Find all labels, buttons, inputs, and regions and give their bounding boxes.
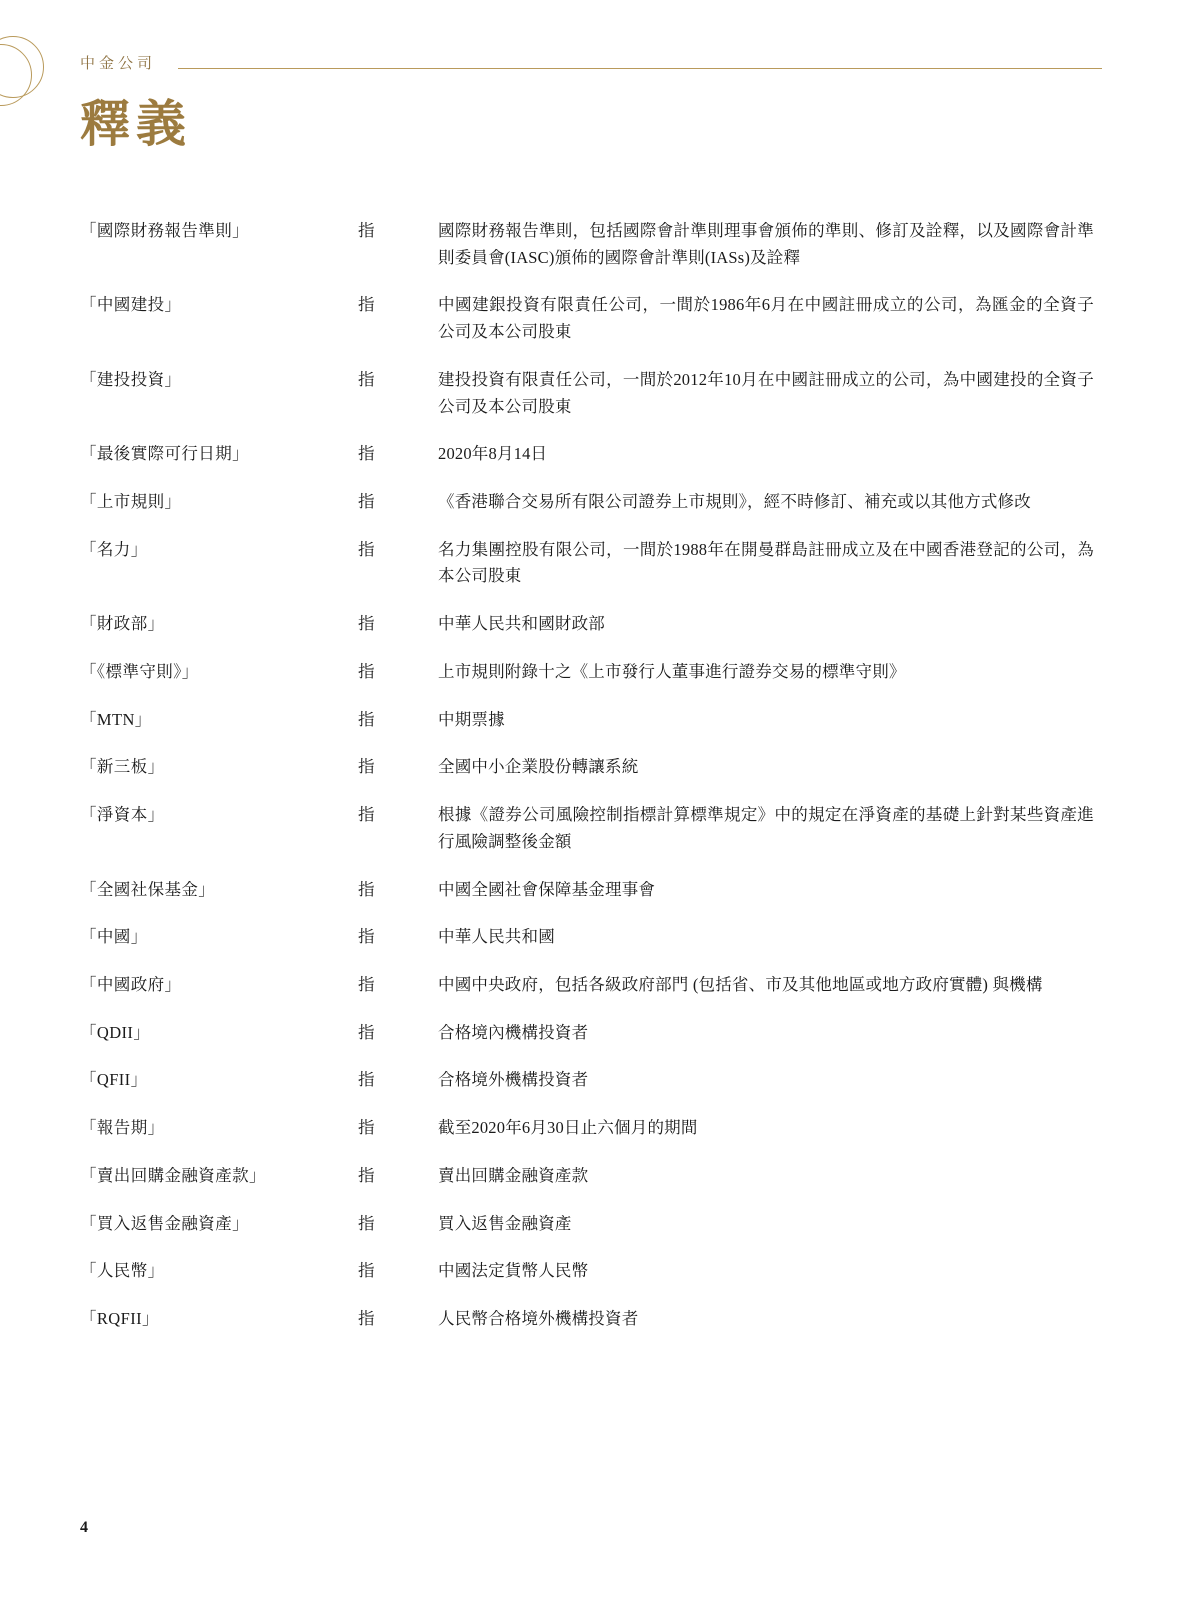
definition-row <box>80 1020 1100 1047</box>
definition-description: 2020年8月14日 <box>438 444 548 464</box>
definition-description: 中華人民共和國財政部 <box>438 614 605 634</box>
definition-row <box>80 1211 1100 1238</box>
definition-description: 建投投資有限責任公司，一間於2012年10月在中國註冊成立的公司，為中國建投的全資子公司及本公司股東 <box>438 369 1094 416</box>
definition-description: 《香港聯合交易所有限公司證券上市規則》，經不時修訂、補充或以其他方式修改 <box>438 492 1031 512</box>
definition-row <box>80 1258 1100 1285</box>
header-divider <box>178 68 1102 69</box>
definition-description: 上市規則附錄十之《上市發行人董事進行證券交易的標準守則》 <box>438 661 906 681</box>
brand-name: 中金公司 <box>80 56 157 72</box>
definition-term: 「QDII」 <box>80 1022 151 1042</box>
definition-means-label: 指 <box>358 879 375 899</box>
page-title: 釋義 <box>80 96 192 152</box>
definition-description: 全國中小企業股份轉讓系統 <box>438 757 639 777</box>
definition-term: 「全國社保基金」 <box>80 879 216 899</box>
definition-means-label: 指 <box>358 1118 375 1138</box>
definition-means-label: 指 <box>358 492 375 512</box>
definition-means-label: 指 <box>358 444 375 464</box>
definition-term: 「最後實際可行日期」 <box>80 444 249 464</box>
definition-term: 「QFII」 <box>80 1070 148 1090</box>
definition-row <box>80 802 1100 855</box>
definition-row <box>80 1067 1100 1094</box>
definition-row <box>80 537 1100 590</box>
definition-row <box>80 1115 1100 1142</box>
page-number: 4 <box>80 1519 88 1536</box>
definition-term: 「國際財務報告準則」 <box>80 221 249 240</box>
definition-description: 買入返售金融資產 <box>438 1213 572 1233</box>
definition-means-label: 指 <box>358 661 375 681</box>
definition-term: 「上市規則」 <box>80 492 182 512</box>
definition-row <box>80 877 1100 904</box>
definition-description: 中國建銀投資有限責任公司，一間於1986年6月在中國註冊成立的公司，為匯金的全資子公司及本公司股東 <box>438 295 1094 342</box>
definition-description: 中國中央政府，包括各級政府部門 (包括省、市及其他地區或地方政府實體) 與機構 <box>438 974 1043 994</box>
definition-means-label: 指 <box>358 757 375 777</box>
definition-description: 根據《證券公司風險控制指標計算標準規定》中的規定在淨資產的基礎上針對某些資產進行風險調整後金額 <box>438 805 1094 851</box>
definition-row <box>80 659 1100 686</box>
definition-means-label: 指 <box>358 1261 375 1281</box>
definition-term: 「報告期」 <box>80 1118 165 1138</box>
definition-description: 人民幣合格境外機構投資者 <box>438 1308 639 1328</box>
definition-description: 中期票據 <box>438 709 505 729</box>
definition-description: 名力集團控股有限公司，一間於1988年在開曼群島註冊成立及在中國香港登記的公司，為本公司股東 <box>438 539 1094 586</box>
definition-row <box>80 441 1100 468</box>
definition-row <box>80 1306 1100 1333</box>
definition-term: 「建投投資」 <box>80 369 182 389</box>
definition-means-label: 指 <box>358 1165 375 1185</box>
page-header <box>0 48 1190 88</box>
definition-term: 「人民幣」 <box>80 1261 165 1281</box>
definition-row <box>80 1163 1100 1190</box>
definition-row <box>80 924 1100 951</box>
definition-row <box>80 292 1100 345</box>
definition-row <box>80 707 1100 734</box>
definition-means-label: 指 <box>358 709 375 729</box>
definition-means-label: 指 <box>358 1308 375 1328</box>
definition-means-label: 指 <box>358 1022 375 1042</box>
definition-row <box>80 218 1100 271</box>
definition-term: 「名力」 <box>80 539 148 559</box>
definition-row <box>80 754 1100 781</box>
definition-description: 國際財務報告準則，包括國際會計準則理事會頒佈的準則、修訂及詮釋，以及國際會計準則委員會(IASC)頒佈的國際會計準則(IASs)及詮釋 <box>438 221 1094 267</box>
definition-description: 中國全國社會保障基金理事會 <box>438 879 656 899</box>
definition-means-label: 指 <box>358 295 375 315</box>
definition-term: 「RQFII」 <box>80 1308 159 1328</box>
definition-means-label: 指 <box>358 539 375 559</box>
definition-term: 「中國」 <box>80 927 148 947</box>
definition-row <box>80 972 1100 999</box>
definition-term: 「中國政府」 <box>80 974 182 994</box>
definition-description: 截至2020年6月30日止六個月的期間 <box>438 1118 698 1138</box>
definition-row <box>80 367 1100 420</box>
definition-description: 賣出回購金融資產款 <box>438 1165 589 1185</box>
definition-row <box>80 489 1100 516</box>
definition-term: 「財政部」 <box>80 614 165 634</box>
definition-term: 「《標準守則》」 <box>80 661 199 681</box>
definition-means-label: 指 <box>358 805 375 825</box>
definition-description: 中國法定貨幣人民幣 <box>438 1261 589 1281</box>
definition-means-label: 指 <box>358 614 375 634</box>
definition-description: 中華人民共和國 <box>438 927 555 947</box>
definition-means-label: 指 <box>358 1070 375 1090</box>
definition-term: 「賣出回購金融資產款」 <box>80 1165 266 1185</box>
definition-term: 「中國建投」 <box>80 295 182 315</box>
definition-means-label: 指 <box>358 221 375 240</box>
definition-description: 合格境內機構投資者 <box>438 1022 589 1042</box>
definition-means-label: 指 <box>358 1213 375 1233</box>
definitions-list <box>80 218 1100 1354</box>
definition-means-label: 指 <box>358 927 375 947</box>
definition-description: 合格境外機構投資者 <box>438 1070 589 1090</box>
definition-term: 「淨資本」 <box>80 805 165 825</box>
definition-term: 「買入返售金融資產」 <box>80 1213 249 1233</box>
definition-term: 「MTN」 <box>80 709 152 729</box>
definition-means-label: 指 <box>358 369 375 389</box>
definition-term: 「新三板」 <box>80 757 165 777</box>
definition-means-label: 指 <box>358 974 375 994</box>
definition-row <box>80 611 1100 638</box>
